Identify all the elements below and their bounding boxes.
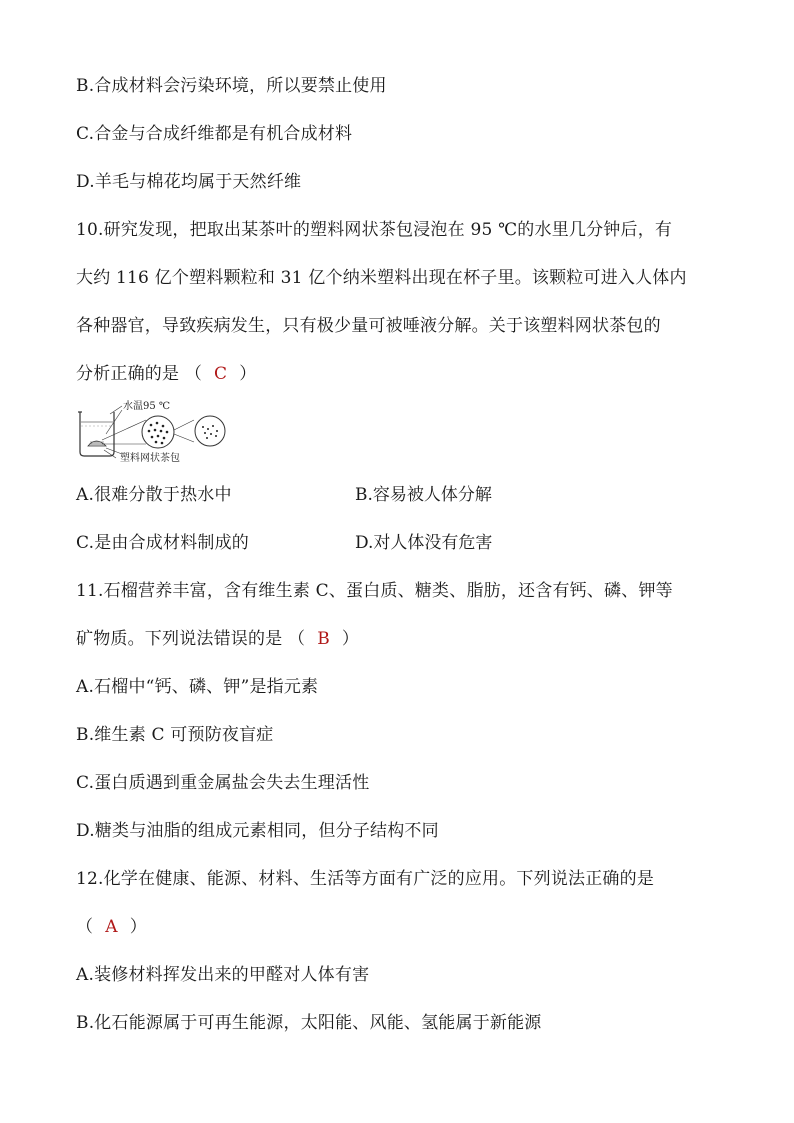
q12-option-a: A.装修材料挥发出来的甲醛对人体有害: [76, 965, 370, 985]
q10-option-c: C.是由合成材料制成的: [76, 533, 250, 553]
q11-option-c: C.蛋白质遇到重金属盐会失去生理活性: [76, 773, 370, 793]
paren-close: ）: [341, 629, 360, 649]
paren-open: （: [76, 917, 94, 937]
q10-stem-line-3: 各种器官，导致疾病发生，只有极少量可被唾液分解。关于该塑料网状茶包的: [76, 316, 661, 336]
q10-option-b: B.容易被人体分解: [355, 485, 492, 505]
q9-option-c: C.合金与合成纤维都是有机合成材料: [76, 124, 353, 144]
paren-close: ）: [129, 917, 147, 937]
q11-option-a: A.石榴中“钙、磷、钾”是指元素: [76, 677, 319, 697]
paren-close: ）: [239, 364, 257, 384]
q10-option-a: A.很难分散于热水中: [76, 485, 232, 505]
q11-stem-text: 矿物质。下列说法错误的是: [76, 629, 283, 649]
q11-stem-line-2: [76, 627, 359, 651]
nano-circle-icon: [195, 416, 225, 446]
q11-option-d: D.糖类与油脂的组成元素相同，但分子结构不同: [76, 821, 439, 841]
tea-bag-figure: [76, 400, 246, 462]
paren-open: （: [184, 364, 203, 384]
figure-label-tea-bag: 塑料网状茶包: [120, 453, 180, 462]
q11-option-b: B.维生素 C 可预防夜盲症: [76, 725, 274, 745]
q12-stem-line-1: 12.化学在健康、能源、材料、生活等方面有广泛的应用。下列说法正确的是: [76, 869, 655, 889]
q10-answer: C: [214, 364, 228, 384]
q12-answer-line: [76, 915, 147, 939]
q12-option-b: B.化石能源属于可再生能源，太阳能、风能、氢能属于新能源: [76, 1013, 542, 1033]
q9-option-d: D.羊毛与棉花均属于天然纤维: [76, 172, 302, 192]
q10-stem-line-4: [76, 362, 256, 386]
q10-stem-line-1: 10.研究发现，把取出某茶叶的塑料网状茶包浸泡在 95 ℃的水里几分钟后，有: [76, 220, 673, 240]
q10-stem-line-2: 大约 116 亿个塑料颗粒和 31 亿个纳米塑料出现在杯子里。该颗粒可进入人体内: [76, 268, 687, 288]
q10-stem-text: 分析正确的是: [76, 364, 180, 384]
q11-stem-line-1: 11.石榴营养丰富，含有维生素 C、蛋白质、糖类、脂肪，还含有钙、磷、钾等: [76, 581, 673, 601]
q10-option-d: D.对人体没有危害: [355, 533, 493, 553]
magnified-circle-icon: [142, 416, 174, 448]
figure-label-water-temp: 水温95 ℃: [123, 401, 171, 412]
q12-answer: A: [105, 917, 118, 937]
paren-open: （: [288, 629, 306, 649]
q11-answer: B: [317, 629, 330, 649]
q9-option-b: B.合成材料会污染环境，所以要禁止使用: [76, 76, 387, 96]
